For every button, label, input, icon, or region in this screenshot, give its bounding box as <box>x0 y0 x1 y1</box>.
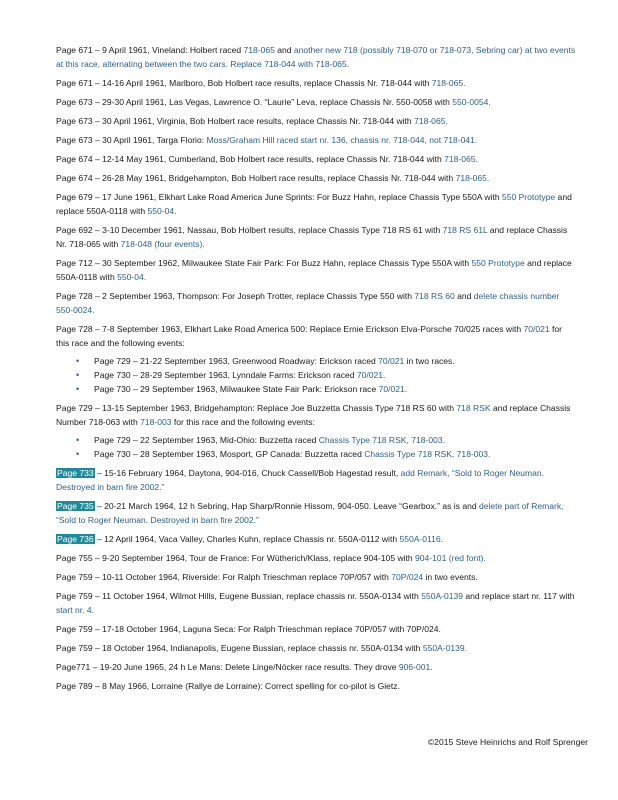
errata-entry <box>56 641 576 655</box>
correction-text: 550 Prototype <box>501 192 556 202</box>
highlighted-page-ref: Page 735 <box>57 501 94 511</box>
correction-text: 718 RS 61L <box>442 225 488 235</box>
correction-text: 904-101 (red font). <box>415 553 486 563</box>
entry-text: and <box>454 291 474 301</box>
correction-text: delete chassis number 550-0024. <box>56 291 560 315</box>
sub-list-item <box>56 368 576 382</box>
entry-text: Page 759 – 10-11 October 1964, Riverside: For Ralph Trieschman replace 70P/057 with <box>56 572 392 582</box>
entry-text: Page 674 – 26-28 May 1961, Bridgehampton, Bob Holbert race results, replace Chassis Nr. 718-044 with <box>56 173 456 183</box>
errata-entry <box>56 133 576 147</box>
errata-entry <box>56 223 576 251</box>
correction-text: 550A-0139 <box>421 591 464 601</box>
entry-text: in two races. <box>404 356 455 366</box>
entry-text: Page 728 – 2 September 1963, Thompson: For Joseph Trotter, replace Chassis Type 550 with <box>56 291 415 301</box>
entry-text: Page 673 – 29-30 April 1961, Las Vegas, Lawrence O. “Laurie” Leva, replace Chassis Nr. 550-0058 with <box>56 97 453 107</box>
highlighted-page-ref: Page 736 <box>57 534 94 544</box>
entry-text: Page 671 – 14-16 April 1961, Marlboro, Bob Holbert race results, replace Chassis Nr. 718-044 with <box>56 78 432 88</box>
correction-text: 718-065. <box>444 154 478 164</box>
entry-text: Page 728 – 7-8 September 1963, Elkhart Lake Road America 500: Replace Ernie Erickson Elva-Porsche 70/025 races with <box>56 324 524 334</box>
errata-entry <box>56 570 576 584</box>
sub-list-item <box>56 447 576 461</box>
errata-entry <box>56 152 576 166</box>
correction-text: 550-0054. <box>452 97 491 107</box>
correction-text: 550 Prototype <box>471 258 525 268</box>
errata-entry <box>56 660 576 674</box>
errata-entry <box>56 532 576 546</box>
entry-text: and replace Chassis Number 718-063 with <box>56 403 571 427</box>
correction-text: 70/021. <box>356 370 386 380</box>
sub-list <box>56 433 576 461</box>
correction-text: 718-065. <box>414 116 448 126</box>
errata-entry <box>56 76 576 90</box>
correction-text: 550-04. <box>117 272 147 282</box>
entry-text: Page 755 – 9-20 September 1964, Tour de France: For Wütherich/Klass, replace 904-105 with <box>56 553 416 563</box>
entry-text: Page 673 – 30 April 1961, Targa Florio: <box>56 135 207 145</box>
correction-text: 718 RSK <box>456 403 491 413</box>
bullet-icon: • <box>76 356 80 366</box>
errata-page <box>56 43 576 698</box>
errata-entry <box>56 190 576 218</box>
entry-text: and <box>274 45 294 55</box>
errata-entry <box>56 43 576 71</box>
bullet-icon: • <box>76 370 80 380</box>
errata-entry <box>56 114 576 128</box>
sub-list-item <box>56 382 576 396</box>
errata-entry <box>56 679 576 693</box>
bullet-icon: • <box>76 449 80 459</box>
errata-entry <box>56 499 576 527</box>
errata-entry <box>56 95 576 109</box>
sub-list <box>56 354 576 396</box>
correction-text: another new 718 (possibly 718-070 or 718-073, Sebring car) at two events at this race, alternating between the two cars. Replace 718-044 with 718-065. <box>56 45 576 69</box>
entry-text: Page 730 – 29 September 1963, Milwaukee State Fair Park: Erickson race <box>94 384 379 394</box>
errata-entry <box>56 466 576 494</box>
correction-text: 550A-0139. <box>422 643 468 653</box>
entry-text: Page 730 – 28-29 September 1963, Lynndale Farms: Erickson raced <box>94 370 357 380</box>
entry-text: – 15-16 February 1964, Daytona, 904-016, Chuck Cassell/Bob Hagestad result, <box>94 468 401 478</box>
errata-entry <box>56 256 576 284</box>
entry-text: in two events. <box>423 572 478 582</box>
correction-text: Chassis Type 718 RSK, 718-003. <box>318 435 445 445</box>
entry-text: Page 789 – 8 May 1966, Lorraine (Rallye de Lorraine): Correct spelling for co-pilot is Gietz. <box>56 681 400 691</box>
entry-text: Page 692 – 3-10 December 1961, Nassau, Bob Holbert results, replace Chassis Type 718 RS 61 with <box>56 225 443 235</box>
correction-text: 718-065. <box>431 78 466 88</box>
entry-text: Page 673 – 30 April 1961, Virginia, Bob Holbert race results, replace Chassis Nr. 718-044 with <box>56 116 415 126</box>
entry-text: Page771 – 19-20 June 1965, 24 h Le Mans: Delete Linge/Nöcker race results. They drove <box>56 662 399 672</box>
entry-text: and replace 550A-0118 with <box>56 192 572 216</box>
entry-text: and replace Chassis Nr. 718-065 with <box>56 225 568 249</box>
errata-entry <box>56 589 576 617</box>
highlighted-page-ref: Page 733 <box>57 468 94 478</box>
correction-text: 718-065. <box>455 173 490 183</box>
errata-entry <box>56 401 576 429</box>
correction-text: 550A-0116. <box>399 534 444 544</box>
correction-text: delete part of Remark, “Sold to Roger Neuman. Destroyed in barn fire 2002.” <box>56 501 564 525</box>
entry-text: Page 729 – 22 September 1963, Mid-Ohio: Buzzetta raced <box>94 435 319 445</box>
entry-text: Page 730 – 28 September 1963, Mosport, GP Canada: Buzzetta raced <box>94 449 365 459</box>
entry-text: Page 729 – 13-15 September 1963, Bridgehampton: Replace Joe Buzzetta Chassis Type 718 RS 60 with <box>56 403 457 413</box>
correction-text: 550-04. <box>147 206 177 216</box>
entry-text: and replace 550A-0118 with <box>56 258 572 282</box>
bullet-icon: • <box>76 384 80 394</box>
correction-text: 70P/024 <box>391 572 424 582</box>
entry-text: for this race and the following events: <box>171 417 315 427</box>
correction-text: 906-001. <box>398 662 433 672</box>
entry-text: Page 759 – 11 October 1964, Wilmot Hills, Eugene Bussian, replace chassis nr. 550A-0134 with <box>56 591 422 601</box>
entry-text: – 12 April 1964, Vaca Valley, Charles Kuhn, replace Chassis nr. 550A-0112 with <box>94 534 400 544</box>
entry-text: – 20-21 March 1964, 12 h Sebring, Hap Sharp/Ronnie Hissom, 904-050. Leave “Gearbox.” as is and <box>94 501 479 511</box>
errata-entry <box>56 622 576 636</box>
errata-entry <box>56 289 576 317</box>
correction-text: 718-065 <box>243 45 275 55</box>
entry-text: Page 674 – 12-14 May 1961, Cumberland, Bob Holbert race results, replace Chassis Nr. 718-044 with <box>56 154 445 164</box>
correction-text: Moss/Graham Hill raced start nr. 136, chassis nr. 718-044, not 718-041. <box>206 135 478 145</box>
entry-text: Page 679 – 17 June 1961, Elkhart Lake Road America June Sprints: For Buzz Hahn, replace Chassis Type 550A with <box>56 192 502 202</box>
correction-text: 718-003 <box>140 417 172 427</box>
correction-text: add Remark, “Sold to Roger Neuman. Destroyed in barn fire 2002.” <box>56 468 545 492</box>
correction-text: 70/021 <box>523 324 550 334</box>
correction-text: 718-048 (four events). <box>120 239 205 249</box>
entry-text: Page 759 – 18 October 1964, Indianapolis, Eugene Bussian, replace chassis nr. 550A-0134 with <box>56 643 423 653</box>
copyright-footer: ©2015 Steve Heinrichs and Rolf Sprenger <box>427 737 588 747</box>
correction-text: 718 RS 60 <box>414 291 455 301</box>
correction-text: 70/021. <box>378 384 408 394</box>
entry-text: Page 759 – 17-18 October 1964, Laguna Seca: For Ralph Trieschman replace 70P/057 with 70P/024. <box>56 624 441 634</box>
correction-text: Chassis Type 718 RSK, 718-003. <box>364 449 491 459</box>
sub-list-item <box>56 354 576 368</box>
sub-list-item <box>56 433 576 447</box>
correction-text: start nr. 4. <box>56 605 95 615</box>
errata-entry <box>56 322 576 350</box>
entry-text: and replace start nr. 117 with <box>463 591 575 601</box>
errata-entry <box>56 551 576 565</box>
entry-text: Page 671 – 9 April 1961, Vineland: Holbert raced <box>56 45 244 55</box>
errata-entry <box>56 171 576 185</box>
entry-text: for this race and the following events: <box>56 324 563 348</box>
bullet-icon: • <box>76 435 80 445</box>
entry-text: Page 712 – 30 September 1962, Milwaukee State Fair Park: For Buzz Hahn, replace Chassis Type 550A with <box>56 258 472 268</box>
correction-text: 70/021 <box>378 356 405 366</box>
entry-text: Page 729 – 21-22 September 1963, Greenwood Roadway: Erickson raced <box>94 356 379 366</box>
